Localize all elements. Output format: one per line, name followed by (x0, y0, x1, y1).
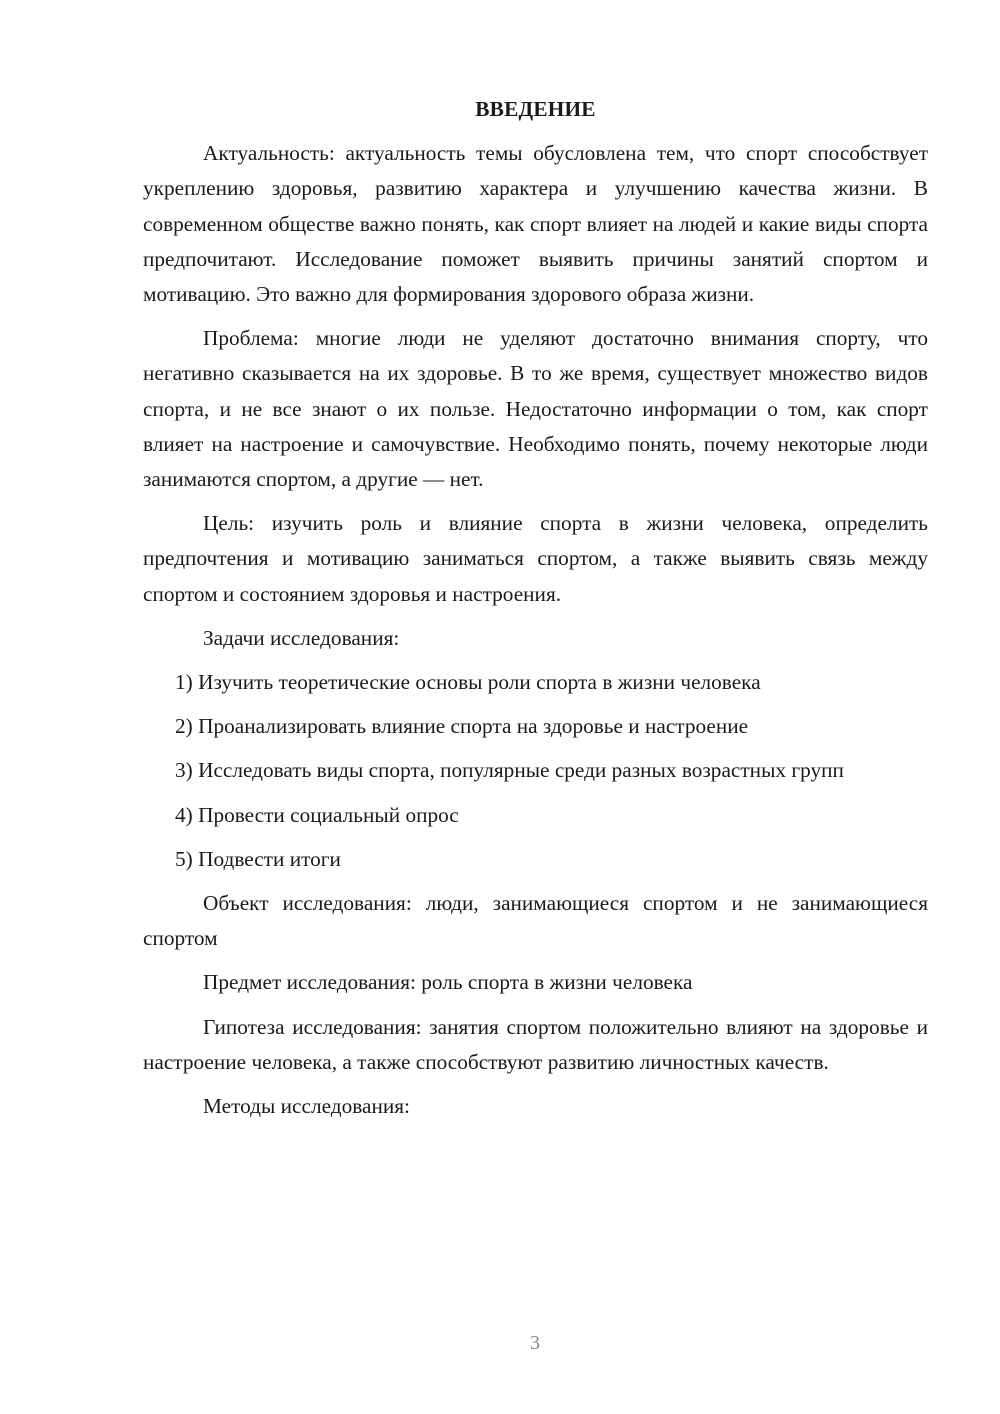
object-paragraph: Объект исследования: люди, занимающиеся спортом и не занимающиеся спортом (143, 891, 928, 951)
section-title: ВВЕДЕНИЕ (475, 97, 596, 121)
task-item: 2) Проанализировать влияние спорта на здоровье и настроение (175, 714, 749, 739)
tasks-heading: Задачи исследования: (203, 625, 400, 650)
page-number: 3 (530, 1332, 540, 1354)
task-item: 3) Исследовать виды спорта, популярные среди разных возрастных групп (175, 758, 844, 783)
hypothesis-paragraph: Гипотеза исследования: занятия спортом положительно влияют на здоровье и настроение человека, а также способствуют развитию личностных качеств. (143, 1014, 928, 1074)
task-item: 4) Провести социальный опрос (175, 802, 459, 827)
task-item: 1) Изучить теоретические основы роли спорта в жизни человека (175, 670, 761, 695)
goal-paragraph: Цель: изучить роль и влияние спорта в жизни человека, определить предпочтения и мотивацию заниматься спортом, а также выявить связь между спортом и состоянием здоровья и настроения. (143, 511, 928, 606)
subject-paragraph: Предмет исследования: роль спорта в жизни человека (203, 970, 693, 995)
document-page (143, 92, 928, 1133)
relevance-paragraph: Актуальность: актуальность темы обусловлена тем, что спорт способствует укреплению здоровья, развитию характера и улучшению качества жизни. В современном обществе важно понять, как спорт влияет на людей и какие виды спорта предпочитают. Исследование поможет выявить причины занятий спортом и мотивацию. Это важно для формирования здорового образа жизни. (143, 141, 928, 307)
methods-heading: Методы исследования: (203, 1094, 410, 1119)
task-item: 5) Подвести итоги (175, 846, 341, 871)
problem-paragraph: Проблема: многие люди не уделяют достаточно внимания спорту, что негативно сказывается на их здоровье. В то же время, существует множество видов спорта, и не все знают о их пользе. Недостаточно информации о том, как спорт влияет на настроение и самочувствие. Необходимо понять, почему некоторые люди занимаются спортом, а другие — нет. (143, 326, 928, 492)
